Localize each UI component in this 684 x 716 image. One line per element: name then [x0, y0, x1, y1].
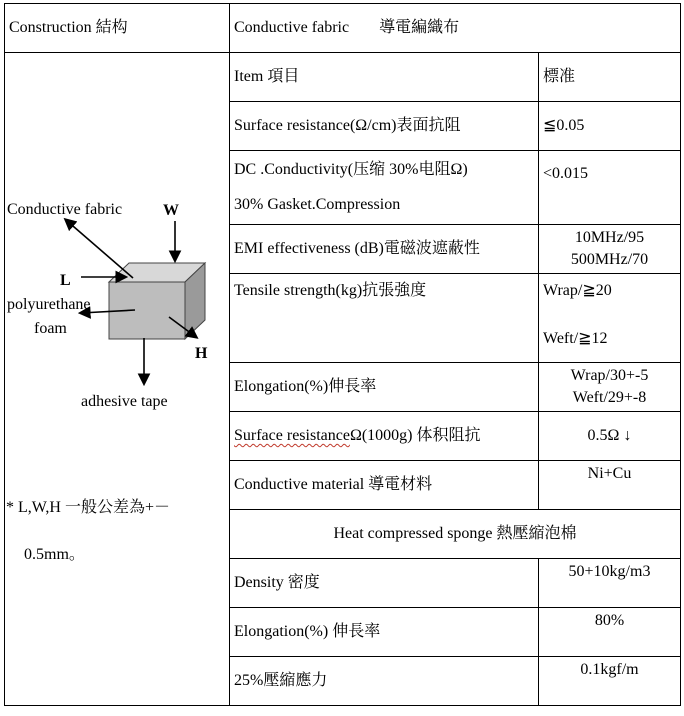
- arrow-conductive-fabric: [66, 220, 133, 278]
- dc-conductivity-value: <0.015: [539, 151, 681, 225]
- tensile-value-wrap: Wrap/≧20: [543, 282, 612, 299]
- item-value: 標准: [539, 53, 681, 102]
- emi-label: EMI effectiveness (dB)電磁波遮蔽性: [230, 225, 539, 274]
- elongation-value-wrap: Wrap/30+-5: [570, 367, 649, 384]
- surface-resistance-1000g-value: 0.5Ω ↓: [539, 412, 681, 461]
- surface-resistance-value: ≦0.05: [539, 102, 681, 151]
- surface-resistance-1000g-rest: Ω(1000g) 体积阻抗: [349, 427, 481, 444]
- elongation-value-weft: Weft/29+-8: [572, 389, 647, 406]
- tensile-value: [539, 274, 681, 363]
- item-label: Item 項目: [230, 53, 539, 102]
- label-polyurethane: polyurethane: [7, 296, 91, 313]
- tensile-label: Tensile strength(kg)抗張強度: [230, 274, 539, 363]
- emi-value-1: 10MHz/95: [574, 229, 645, 246]
- density-value: 50+10kg/m3: [539, 559, 681, 608]
- sponge-section-header: Heat compressed sponge 熱壓縮泡棉: [230, 510, 681, 559]
- label-foam: foam: [34, 320, 67, 337]
- dc-conductivity-line2: 30% Gasket.Compression: [234, 196, 401, 213]
- conductive-material-label: Conductive material 導電材料: [230, 461, 539, 510]
- dc-conductivity-line1: DC .Conductivity(压缩 30%电阻Ω): [234, 161, 468, 178]
- surface-resistance-1000g-term: Surface resistance: [234, 427, 350, 444]
- fabric-header-cn: 導電編織布: [379, 19, 460, 36]
- table-row: [5, 53, 681, 102]
- elongation-value: [539, 363, 681, 412]
- construction-header: Construction 結构: [5, 4, 230, 53]
- label-l: L: [60, 272, 71, 289]
- dc-conductivity-label: [230, 151, 539, 225]
- sponge-elongation-label: Elongation(%) 伸長率: [230, 608, 539, 657]
- compression-stress-label: 25%壓縮應力: [230, 657, 539, 706]
- spec-table: [4, 3, 681, 706]
- construction-diagram: [5, 53, 229, 714]
- tensile-value-weft: Weft/≧12: [543, 330, 608, 347]
- tolerance-note-line2: 0.5mm。: [24, 546, 85, 563]
- elongation-label: Elongation(%)伸長率: [230, 363, 539, 412]
- conductive-material-value: Ni+Cu: [539, 461, 681, 510]
- surface-resistance-1000g-label: [230, 412, 539, 461]
- tolerance-note-line1: * L,W,H 一般公差為+－: [6, 499, 170, 516]
- fabric-header: [230, 4, 681, 53]
- fabric-header-en: Conductive fabric: [234, 19, 350, 36]
- density-label: Density 密度: [230, 559, 539, 608]
- sponge-elongation-value: 80%: [539, 608, 681, 657]
- surface-resistance-label: Surface resistance(Ω/cm)表面抗阻: [230, 102, 539, 151]
- label-h: H: [195, 345, 208, 362]
- label-adhesive-tape: adhesive tape: [81, 393, 168, 410]
- emi-value: [539, 225, 681, 274]
- table-row: [5, 4, 681, 53]
- label-conductive-fabric: Conductive fabric: [7, 201, 123, 218]
- emi-value-2: 500MHz/70: [570, 251, 649, 268]
- compression-stress-value: 0.1kgf/m: [539, 657, 681, 706]
- construction-diagram-cell: [5, 53, 230, 706]
- label-w: W: [163, 202, 179, 219]
